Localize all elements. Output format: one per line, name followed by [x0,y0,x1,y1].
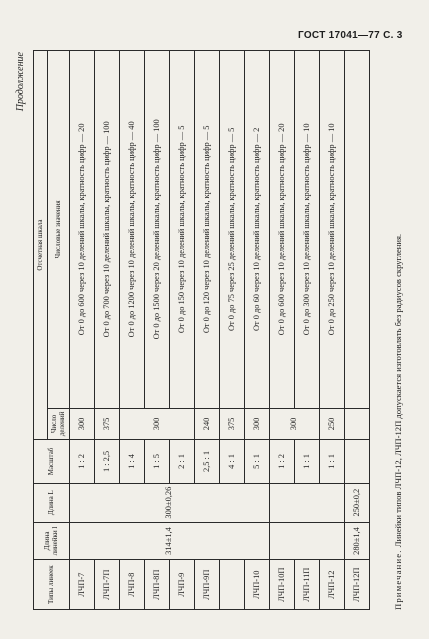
cell-type: ЛЧП-10 [245,560,270,610]
cell-type: ЛЧП-12П [345,560,370,610]
cell-type [220,560,245,610]
cell-values: От 0 до 300 через 10 делений шкалы, кратность цифр — 10 [295,51,320,409]
cell-scale: 1 : 2,5 [95,440,120,484]
cell-scale: 1 : 2 [270,440,295,484]
cell-divisions: 375 [220,408,245,440]
cell-length-L-merged-a: 300±0,26 [70,483,270,522]
cell-length-l-empty [270,522,345,560]
header-type: Типы линеек [34,560,70,610]
header-scale: Масштаб [34,440,70,484]
cell-type: ЛЧП-9П [195,560,220,610]
header-values: Числовые значения [48,51,70,409]
cell-divisions: 250 [320,408,345,440]
cell-divisions-empty [345,408,370,440]
cell-type: ЛЧП-8 [120,560,145,610]
cell-values: От 0 до 150 через 10 делений шкалы, кратность цифр — 5 [170,51,195,409]
cell-type: ЛЧП-7П [95,560,120,610]
note-lead: Примечание. [393,549,403,610]
cell-divisions: 300 [270,408,320,440]
table-row [270,51,295,610]
cell-scale-empty [345,440,370,484]
cell-scale: 4 : 1 [220,440,245,484]
cell-divisions: 300 [70,408,95,440]
cell-scale: 2,5 : 1 [195,440,220,484]
cell-type: ЛЧП-7 [70,560,95,610]
cell-type: ЛЧП-9 [170,560,195,610]
cell-values: От 0 до 1500 через 20 делений шкалы, кратность цифр — 100 [145,51,170,409]
cell-divisions: 375 [95,408,120,440]
cell-values: От 0 до 60 через 10 делений шкалы, кратность цифр — 2 [245,51,270,409]
note-text: Линейки типов ЛЧП-12, ЛЧП-12П допускается изготовлять без радиусов скругления. [393,233,403,548]
cell-type: ЛЧП-12 [320,560,345,610]
cell-divisions: 240 [195,408,220,440]
header-row-top [34,51,48,610]
cell-length-L-b: 250±0,2 [345,483,370,522]
cell-type: ЛЧП-11П [295,560,320,610]
cell-scale: 1 : 5 [145,440,170,484]
table-note [393,234,403,610]
cell-values: От 0 до 600 через 10 делений шкалы, кратность цифр — 20 [70,51,95,409]
cell-length-l-merged-a: 314±1,4 [70,522,270,560]
cell-scale: 1 : 4 [120,440,145,484]
table-row [345,51,370,610]
header-length-l: Длина линейки l [34,522,70,560]
table-row [70,51,95,610]
cell-scale: 1 : 1 [320,440,345,484]
header-scale-group: Отсчетная шкала [34,51,48,440]
cell-scale: 1 : 2 [70,440,95,484]
cell-type: ЛЧП-10П [270,560,295,610]
cell-values-empty [345,51,370,409]
cell-divisions: 300 [120,408,195,440]
header-length-L: Длина L [34,483,70,522]
page-header: ГОСТ 17041—77 С. 3 [298,30,403,41]
specification-table [33,50,370,610]
cell-length-l-b: 280±1,4 [345,522,370,560]
cell-type: ЛЧП-8П [145,560,170,610]
cell-values: От 0 до 600 через 10 делений шкалы, кратность цифр — 20 [270,51,295,409]
rotated-page-content [15,50,420,610]
cell-values: От 0 до 1200 через 10 делений шкалы, кратность цифр — 40 [120,51,145,409]
continuation-label: Продолжение [15,52,26,112]
cell-values: От 0 до 75 через 25 делений шкалы, кратность цифр — 5 [220,51,245,409]
cell-length-L-empty [270,483,345,522]
cell-scale: 1 : 1 [295,440,320,484]
cell-scale: 2 : 1 [170,440,195,484]
cell-scale: 5 : 1 [245,440,270,484]
cell-values: От 0 до 700 через 10 делений шкалы, кратность цифр — 100 [95,51,120,409]
header-divisions: Число делений [48,408,70,440]
cell-values: От 0 до 120 через 10 делений шкалы, кратность цифр — 5 [195,51,220,409]
cell-values: От 0 до 250 через 10 делений шкалы, кратность цифр — 10 [320,51,345,409]
cell-divisions: 300 [245,408,270,440]
